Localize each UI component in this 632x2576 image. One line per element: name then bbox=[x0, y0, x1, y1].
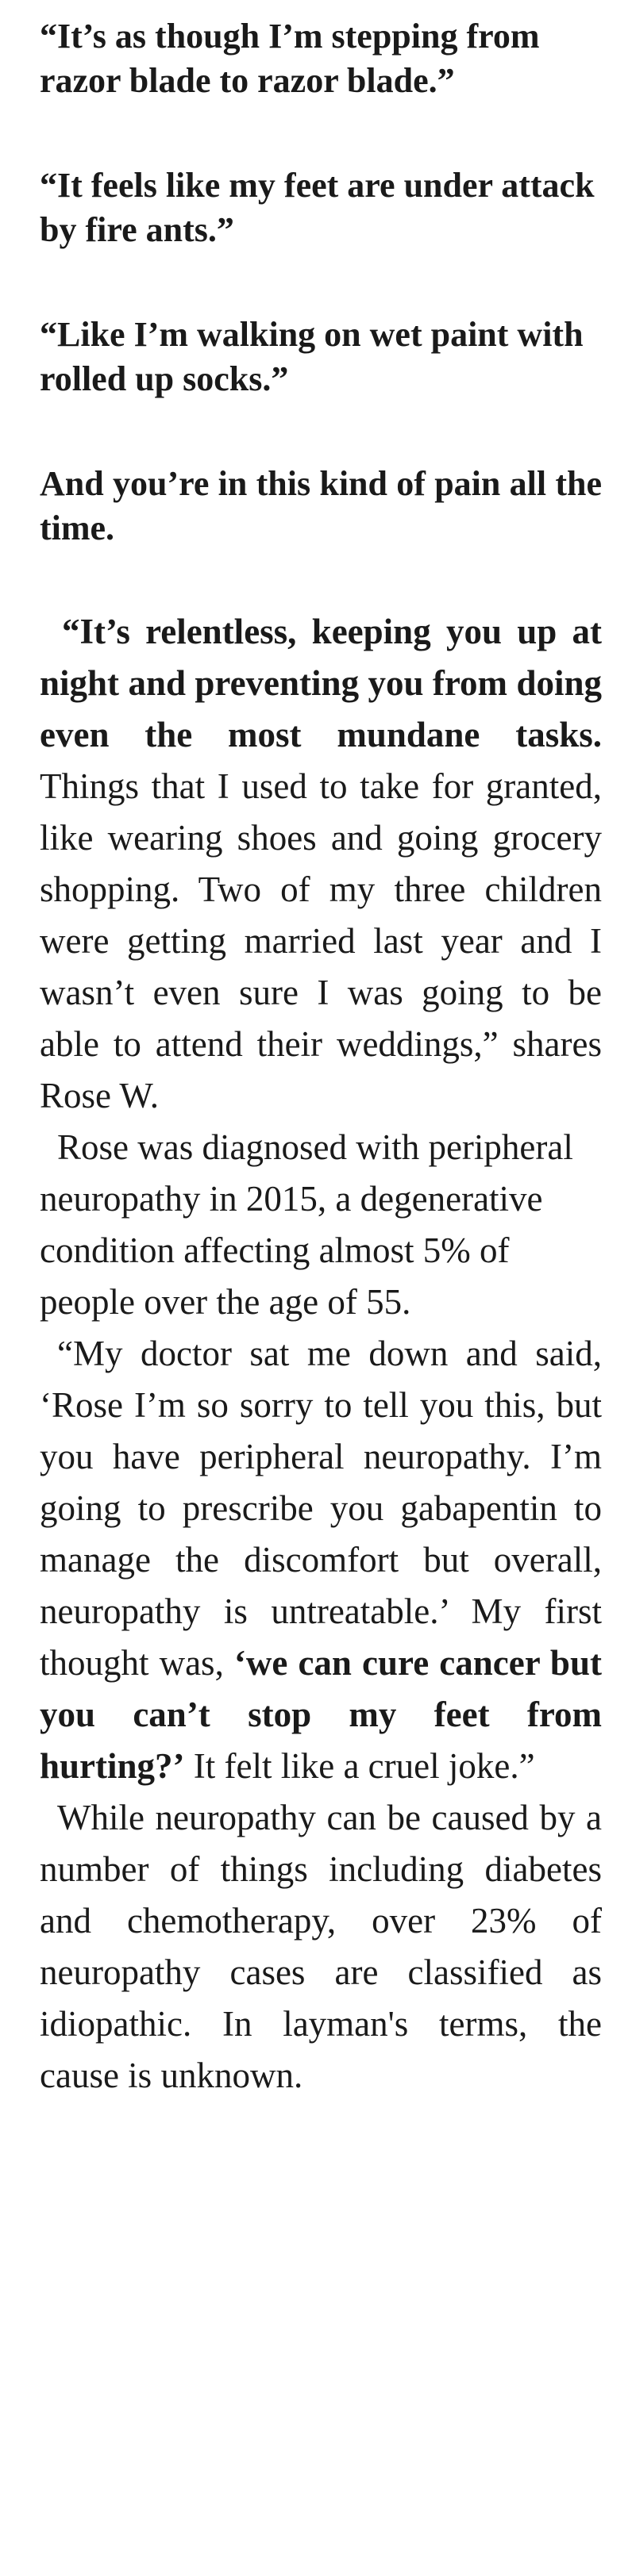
pain-quote-fire-ants: “It feels like my feet are under attack by fire ants.” bbox=[40, 166, 595, 249]
story-paragraph-doctor bbox=[40, 1328, 602, 1792]
pain-quote-wet-paint: “Like I’m walking on wet paint with rolled up socks.” bbox=[40, 315, 584, 398]
doctor-quote-start: “My doctor sat me down and said, ‘Rose I’m so sorry to tell you this, but you have peripheral neuropathy. I’m going to prescribe you gabapentin to manage the discomfort but overall, neuropathy is untreatable.’ My first thought was, bbox=[40, 1334, 602, 1683]
story-bold-lead: “It’s relentless, keeping you up at night and preventing you from doing even the most mundane tasks. bbox=[40, 612, 602, 754]
doctor-quote-end: It felt like a cruel joke.” bbox=[184, 1746, 535, 1786]
story-paragraph-relentless-text: Things that I used to take for granted, like wearing shoes and going grocery shopping. Two of my three children were getting married last year and I wasn’t even sure I was going to be able to attend their weddings,” shares Rose W. bbox=[40, 766, 602, 1115]
story-paragraph-diagnosis: Rose was diagnosed with peripheral neuropathy in 2015, a degenerative condition affecting almost 5% of people over the age of 55. bbox=[40, 1127, 573, 1322]
story-paragraph-relentless bbox=[40, 606, 602, 1122]
pain-quote-razor: “It’s as though I’m stepping from razor blade to razor blade.” bbox=[40, 17, 540, 100]
doctor-quote-bold: ‘we can cure cancer but you can’t stop my feet from hurting?’ bbox=[40, 1643, 602, 1786]
story-paragraph-causes: While neuropathy can be caused by a number of things including diabetes and chemotherapy, over 23% of neuropathy cases are classified as idiopathic. In layman's terms, the cause is unknown. bbox=[40, 1798, 602, 2095]
summary-statement: And you’re in this kind of pain all the time. bbox=[40, 464, 602, 547]
